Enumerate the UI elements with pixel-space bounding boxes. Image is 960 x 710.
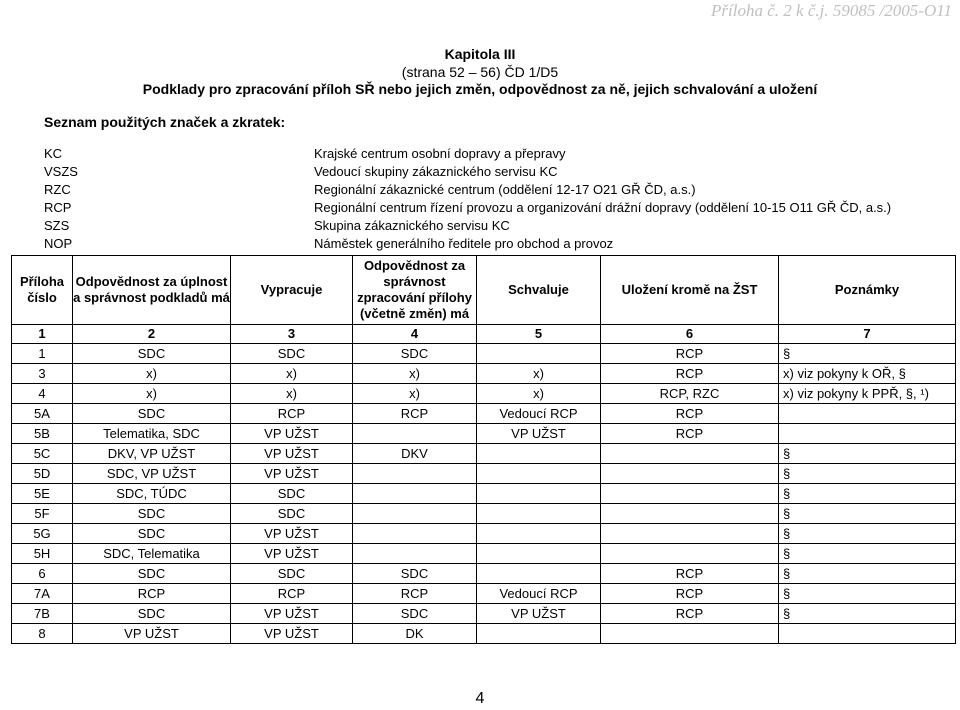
cell-processing-responsibility: x) — [353, 364, 477, 384]
cell-data-responsibility: SDC — [73, 604, 231, 624]
cell-storage — [601, 544, 779, 564]
cell-notes: § — [779, 604, 956, 624]
cell-prepares: RCP — [231, 584, 353, 604]
cell-processing-responsibility: DKV — [353, 444, 477, 464]
table-row — [12, 624, 956, 644]
cell-storage — [601, 484, 779, 504]
cell-prepares: SDC — [231, 564, 353, 584]
cell-prepares: SDC — [231, 484, 353, 504]
cell-notes: x) viz pokyny k OŘ, § — [779, 364, 956, 384]
cell-approves — [477, 484, 601, 504]
cell-approves — [477, 544, 601, 564]
cell-storage — [601, 504, 779, 524]
table-row — [12, 504, 956, 524]
cell-approves — [477, 564, 601, 584]
cell-prepares: VP UŽST — [231, 524, 353, 544]
cell-data-responsibility: RCP — [73, 584, 231, 604]
table-row — [12, 484, 956, 504]
abbreviation-code: VSZS — [44, 164, 78, 179]
cell-prepares: SDC — [231, 504, 353, 524]
cell-data-responsibility: SDC, TÚDC — [73, 484, 231, 504]
cell-processing-responsibility: DK — [353, 624, 477, 644]
abbreviations-heading: Seznam použitých značek a zkratek: — [44, 114, 286, 130]
cell-data-responsibility: VP UŽST — [73, 624, 231, 644]
cell-data-responsibility: x) — [73, 364, 231, 384]
cell-storage — [601, 444, 779, 464]
cell-prepares: VP UŽST — [231, 624, 353, 644]
table-row — [12, 544, 956, 564]
col-header-attachment: Příloha číslo — [12, 256, 73, 325]
table-row — [12, 344, 956, 364]
table-row — [12, 524, 956, 544]
col-header-notes: Poznámky — [779, 256, 956, 325]
cell-storage: RCP — [601, 424, 779, 444]
cell-notes: § — [779, 524, 956, 544]
cell-attachment: 5E — [12, 484, 73, 504]
cell-attachment: 7A — [12, 584, 73, 604]
cell-prepares: x) — [231, 384, 353, 404]
cell-approves: Vedoucí RCP — [477, 584, 601, 604]
cell-notes: § — [779, 584, 956, 604]
col-header-processing-responsibility: Odpovědnost za správnost zpracování přílohy (včetně změn) má — [353, 256, 477, 325]
cell-approves — [477, 504, 601, 524]
abbreviation-description: Regionální centrum řízení provozu a organizování drážní dopravy (oddělení 10-15 O11 GŘ ČD, a.s.) — [314, 200, 892, 215]
cell-prepares: x) — [231, 364, 353, 384]
cell-attachment: 5D — [12, 464, 73, 484]
cell-notes: § — [779, 484, 956, 504]
cell-data-responsibility: SDC — [73, 404, 231, 424]
table-row — [12, 444, 956, 464]
cell-data-responsibility: SDC — [73, 504, 231, 524]
column-number: 7 — [779, 325, 956, 344]
cell-storage — [601, 624, 779, 644]
cell-storage: RCP — [601, 584, 779, 604]
cell-notes: § — [779, 344, 956, 364]
abbreviation-code: RCP — [44, 200, 72, 215]
col-header-storage: Uložení kromě na ŽST — [601, 256, 779, 325]
cell-prepares: VP UŽST — [231, 444, 353, 464]
cell-attachment: 5C — [12, 444, 73, 464]
cell-processing-responsibility: RCP — [353, 404, 477, 424]
cell-notes — [779, 624, 956, 644]
abbreviation-code: SZS — [44, 218, 70, 233]
cell-prepares: VP UŽST — [231, 464, 353, 484]
abbreviation-code: RZC — [44, 182, 71, 197]
page-number: 4 — [475, 690, 485, 707]
cell-approves — [477, 524, 601, 544]
cell-processing-responsibility — [353, 424, 477, 444]
cell-processing-responsibility: SDC — [353, 564, 477, 584]
chapter-subtitle: Podklady pro zpracování příloh SŘ nebo jejich změn, odpovědnost za ně, jejich schvalování a uložení — [142, 81, 818, 97]
cell-storage: RCP — [601, 564, 779, 584]
cell-processing-responsibility: SDC — [353, 604, 477, 624]
attachments-table — [11, 255, 956, 644]
cell-data-responsibility: DKV, VP UŽST — [73, 444, 231, 464]
cell-data-responsibility: x) — [73, 384, 231, 404]
cell-notes: § — [779, 444, 956, 464]
cell-data-responsibility: SDC — [73, 344, 231, 364]
cell-attachment: 3 — [12, 364, 73, 384]
table-body — [12, 344, 956, 644]
cell-attachment: 6 — [12, 564, 73, 584]
col-header-approves: Schvaluje — [477, 256, 601, 325]
col-header-data-responsibility: Odpovědnost za úplnost a správnost podkladů má — [73, 256, 231, 325]
cell-storage: RCP, RZC — [601, 384, 779, 404]
column-number: 1 — [12, 325, 73, 344]
table-row — [12, 464, 956, 484]
cell-storage: RCP — [601, 604, 779, 624]
abbreviation-code: KC — [44, 146, 63, 161]
cell-processing-responsibility — [353, 504, 477, 524]
cell-notes — [779, 424, 956, 444]
column-number: 6 — [601, 325, 779, 344]
cell-data-responsibility: Telematika, SDC — [73, 424, 231, 444]
cell-approves: Vedoucí RCP — [477, 404, 601, 424]
cell-notes — [779, 404, 956, 424]
cell-attachment: 1 — [12, 344, 73, 364]
cell-approves — [477, 464, 601, 484]
cell-processing-responsibility — [353, 464, 477, 484]
cell-prepares: SDC — [231, 344, 353, 364]
col-header-prepares: Vypracuje — [231, 256, 353, 325]
cell-storage — [601, 524, 779, 544]
cell-attachment: 5A — [12, 404, 73, 424]
cell-attachment: 5B — [12, 424, 73, 444]
abbreviation-description: Náměstek generálního ředitele pro obchod a provoz — [314, 236, 614, 251]
cell-approves — [477, 624, 601, 644]
abbreviation-code: NOP — [44, 236, 73, 251]
cell-attachment: 4 — [12, 384, 73, 404]
cell-prepares: VP UŽST — [231, 604, 353, 624]
column-number: 5 — [477, 325, 601, 344]
cell-notes: § — [779, 464, 956, 484]
cell-processing-responsibility — [353, 544, 477, 564]
abbreviation-description: Skupina zákaznického servisu KC — [314, 218, 510, 233]
column-number: 2 — [73, 325, 231, 344]
cell-processing-responsibility — [353, 484, 477, 504]
cell-storage: RCP — [601, 404, 779, 424]
cell-storage: RCP — [601, 344, 779, 364]
cell-storage: RCP — [601, 364, 779, 384]
document-reference: Příloha č. 2 k č.j. 59085 /2005-O11 — [711, 1, 952, 20]
column-number: 3 — [231, 325, 353, 344]
cell-data-responsibility: SDC — [73, 564, 231, 584]
cell-data-responsibility: SDC, VP UŽST — [73, 464, 231, 484]
cell-attachment: 5G — [12, 524, 73, 544]
table-row — [12, 364, 956, 384]
cell-notes: x) viz pokyny k PPŘ, §, ¹) — [779, 384, 956, 404]
cell-prepares: RCP — [231, 404, 353, 424]
table-row — [12, 584, 956, 604]
cell-processing-responsibility — [353, 524, 477, 544]
cell-data-responsibility: SDC — [73, 524, 231, 544]
column-number: 4 — [353, 325, 477, 344]
cell-approves — [477, 344, 601, 364]
cell-approves: x) — [477, 364, 601, 384]
cell-approves: VP UŽST — [477, 424, 601, 444]
chapter-pages: (strana 52 – 56) ČD 1/D5 — [401, 64, 559, 80]
table-row — [12, 424, 956, 444]
cell-approves — [477, 444, 601, 464]
cell-storage — [601, 464, 779, 484]
abbreviation-description: Regionální zákaznické centrum (oddělení 12-17 O21 GŘ ČD, a.s.) — [314, 182, 696, 197]
table-row — [12, 404, 956, 424]
table-row — [12, 604, 956, 624]
cell-processing-responsibility: x) — [353, 384, 477, 404]
chapter-title: Kapitola III — [444, 46, 516, 62]
cell-data-responsibility: SDC, Telematika — [73, 544, 231, 564]
cell-attachment: 5F — [12, 504, 73, 524]
abbreviation-description: Krajské centrum osobní dopravy a přepravy — [314, 146, 566, 161]
cell-attachment: 7B — [12, 604, 73, 624]
cell-attachment: 5H — [12, 544, 73, 564]
cell-approves: x) — [477, 384, 601, 404]
table-header-row — [12, 256, 956, 325]
cell-prepares: VP UŽST — [231, 424, 353, 444]
cell-notes: § — [779, 504, 956, 524]
cell-prepares: VP UŽST — [231, 544, 353, 564]
cell-processing-responsibility: SDC — [353, 344, 477, 364]
cell-notes: § — [779, 564, 956, 584]
table-row — [12, 564, 956, 584]
cell-approves: VP UŽST — [477, 604, 601, 624]
abbreviation-description: Vedoucí skupiny zákaznického servisu KC — [314, 164, 558, 179]
cell-attachment: 8 — [12, 624, 73, 644]
table-row — [12, 384, 956, 404]
cell-notes: § — [779, 544, 956, 564]
column-number-row — [12, 325, 956, 344]
cell-processing-responsibility: RCP — [353, 584, 477, 604]
